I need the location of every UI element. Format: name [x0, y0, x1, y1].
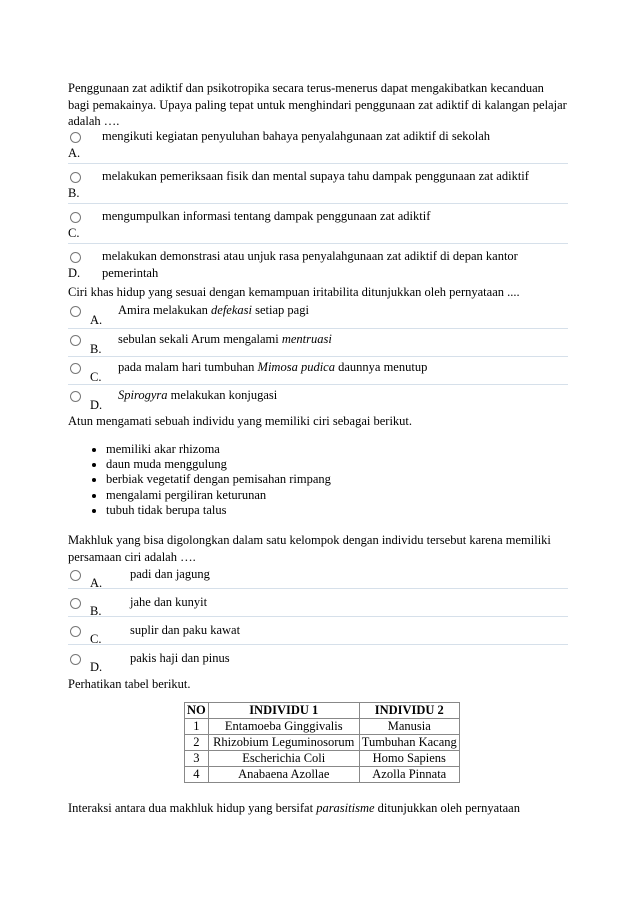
q1-option-a-letter: A. [68, 146, 81, 160]
table-cell: Anabaena Azollae [208, 767, 359, 783]
radio-button-icon[interactable] [70, 335, 81, 346]
feature-list [68, 442, 331, 518]
table-header: INDIVIDU 1 [208, 703, 359, 719]
q3-option-a-letter: A. [90, 576, 103, 590]
list-item: • memiliki akar rhizoma [106, 442, 331, 457]
list-item: • mengalami pergiliran keturunan [106, 488, 331, 503]
divider [68, 163, 568, 164]
table-row [185, 751, 460, 767]
q4-stem: Interaksi antara dua makhluk hidup yang bersifat parasitisme ditunjukkan oleh pernyataan [68, 801, 520, 815]
q1-option-b-letter: B. [68, 186, 80, 200]
radio-button-icon[interactable] [70, 132, 81, 143]
radio-button-icon[interactable] [70, 654, 81, 665]
divider [68, 328, 568, 329]
radio-button-icon[interactable] [70, 570, 81, 581]
q2-stem: Ciri khas hidup yang sesuai dengan kemampuan iritabilita ditunjukkan oleh pernyataan .... [68, 285, 520, 299]
table-cell: 2 [185, 735, 209, 751]
q2-option-b-text: sebulan sekali Arum mengalami mentruasi [118, 332, 332, 346]
q3-option-a-text: padi dan jagung [130, 567, 210, 581]
table-cell: Homo Sapiens [359, 751, 459, 767]
q3-option-b-letter: B. [90, 604, 102, 618]
table-cell: 1 [185, 719, 209, 735]
q1-option-b-text: melakukan pemeriksaan fisik dan mental supaya tahu dampak penggunaan zat adiktif [102, 169, 529, 183]
q3-option-d-letter: D. [90, 660, 103, 674]
q3-intro: Atun mengamati sebuah individu yang memiliki ciri sebagai berikut. [68, 414, 413, 428]
radio-button-icon[interactable] [70, 363, 81, 374]
radio-button-icon[interactable] [70, 391, 81, 402]
divider [68, 588, 568, 589]
divider [68, 203, 568, 204]
table-cell: Azolla Pinnata [359, 767, 459, 783]
list-item: • berbiak vegetatif dengan pemisahan rimpang [106, 472, 331, 487]
q3-stem: Makhluk yang bisa digolongkan dalam satu kelompok dengan individu tersebut karena memiliki persamaan ciri adalah …. [68, 533, 551, 564]
q3-option-c-text: suplir dan paku kawat [130, 623, 241, 637]
divider [68, 356, 568, 357]
q3-option-d-text: pakis haji dan pinus [130, 651, 230, 665]
radio-button-icon[interactable] [70, 172, 81, 183]
radio-button-icon[interactable] [70, 306, 81, 317]
individu-table [184, 702, 460, 783]
divider [68, 644, 568, 645]
radio-button-icon[interactable] [70, 598, 81, 609]
divider [68, 384, 568, 385]
list-item: • daun muda menggulung [106, 457, 331, 472]
q1-option-c-letter: C. [68, 226, 80, 240]
q2-option-b-letter: B. [90, 342, 102, 356]
q2-option-a-text: Amira melakukan defekasi setiap pagi [118, 303, 309, 317]
q3-option-b-text: jahe dan kunyit [130, 595, 208, 609]
table-cell: Manusia [359, 719, 459, 735]
q2-option-d-letter: D. [90, 398, 103, 412]
table-header-row [185, 703, 460, 719]
table-cell: Entamoeba Ginggivalis [208, 719, 359, 735]
table-cell: 3 [185, 751, 209, 767]
q4-intro: Perhatikan tabel berikut. [68, 677, 191, 691]
q1-option-d-text: melakukan demonstrasi atau unjuk rasa penyalahgunaan zat adiktif di depan kantor pemerintah [102, 249, 518, 280]
table-cell: 4 [185, 767, 209, 783]
radio-button-icon[interactable] [70, 252, 81, 263]
q1-option-c-text: mengumpulkan informasi tentang dampak penggunaan zat adiktif [102, 209, 431, 223]
table-header: NO [185, 703, 209, 719]
q2-option-d-text: Spirogyra melakukan konjugasi [118, 388, 278, 402]
divider [68, 243, 568, 244]
q1-option-a-text: mengikuti kegiatan penyuluhan bahaya penyalahgunaan zat adiktif di sekolah [102, 129, 491, 143]
table-row [185, 735, 460, 751]
q3-option-c-letter: C. [90, 632, 102, 646]
radio-button-icon[interactable] [70, 626, 81, 637]
table-row [185, 767, 460, 783]
table-row [185, 719, 460, 735]
list-item: • tubuh tidak berupa talus [106, 503, 331, 518]
radio-button-icon[interactable] [70, 212, 81, 223]
q2-option-a-letter: A. [90, 313, 103, 327]
q1-stem: Penggunaan zat adiktif dan psikotropika secara terus-menerus dapat mengakibatkan kecanduan bagi pemakainya. Upaya paling tepat untuk menghindari penggunaan zat adiktif di kalangan pelajar adalah …. [68, 81, 567, 128]
divider [68, 616, 568, 617]
table-header: INDIVIDU 2 [359, 703, 459, 719]
table-cell: Tumbuhan Kacang [359, 735, 459, 751]
q1-option-d-letter: D. [68, 266, 81, 280]
q2-option-c-letter: C. [90, 370, 102, 384]
table-cell: Rhizobium Leguminosorum [208, 735, 359, 751]
table-cell: Escherichia Coli [208, 751, 359, 767]
q2-option-c-text: pada malam hari tumbuhan Mimosa pudica daunnya menutup [118, 360, 428, 374]
